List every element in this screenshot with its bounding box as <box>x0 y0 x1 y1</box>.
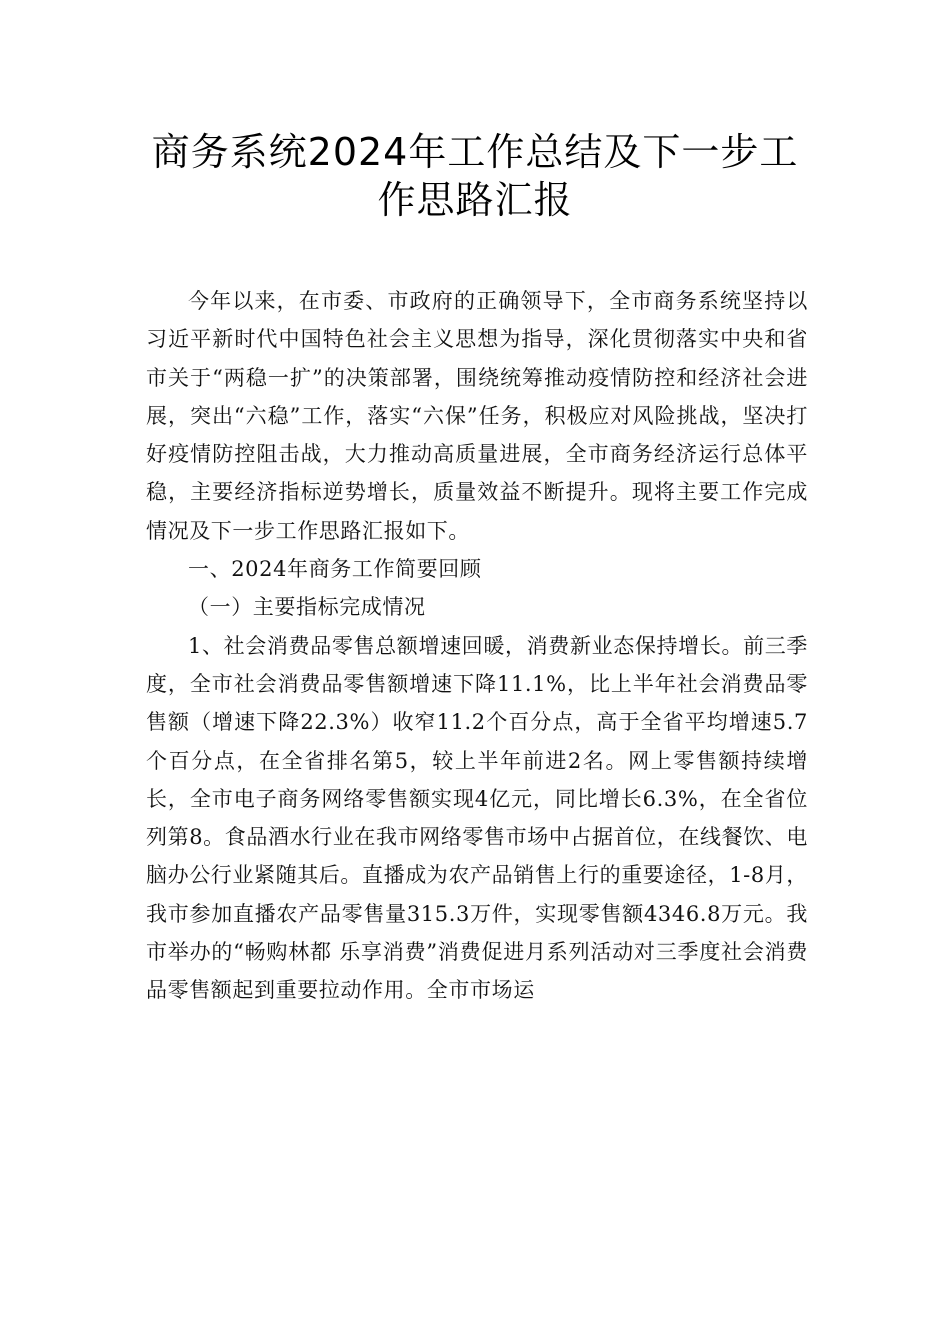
document-body <box>146 282 808 1010</box>
intro-paragraph: 今年以来，在市委、市政府的正确领导下，全市商务系统坚持以习近平新时代中国特色社会主义思想为指导，深化贯彻落实中央和省市关于“两稳一扩”的决策部署，围绕统筹推动疫情防控和经济社会进展，突出“六稳”工作，落实“六保”任务，积极应对风险挑战，坚决打好疫情防控阻击战，大力推动高质量进展，全市商务经济运行总体平稳，主要经济指标逆势增长，质量效益不断提升。现将主要工作完成情况及下一步工作思路汇报如下。 <box>146 289 808 543</box>
section-heading: 一、2024年商务工作简要回顾 <box>188 557 482 582</box>
item-paragraph: 1、社会消费品零售总额增速回暖，消费新业态保持增长。前三季度，全市社会消费品零售额增速下降11.1%，比上半年社会消费品零售额（增速下降22.3%）收窄11.2个百分点，高于全省平均增速5.7个百分点，在全省排名第5，较上半年前进2名。网上零售额持续增长，全市电子商务网络零售额实现4亿元，同比增长6.3%，在全省位列第8。食品酒水行业在我市网络零售市场中占据首位，在线餐饮、电脑办公行业紧随其后。直播成为农产品销售上行的重要途径，1-8月，我市参加直播农产品零售量315.3万件，实现零售额4346.8万元。我市举办的“畅购林都 乐享消费”消费促进月系列活动对三季度社会消费品零售额起到重要拉动作用。全市市场运 <box>146 633 809 1003</box>
document-title <box>140 128 810 224</box>
title-line-2: 作思路汇报 <box>377 178 573 222</box>
subsection-heading: （一）主要指标完成情况 <box>188 595 426 620</box>
title-line-1: 商务系统2024年工作总结及下一步工 <box>151 130 799 174</box>
